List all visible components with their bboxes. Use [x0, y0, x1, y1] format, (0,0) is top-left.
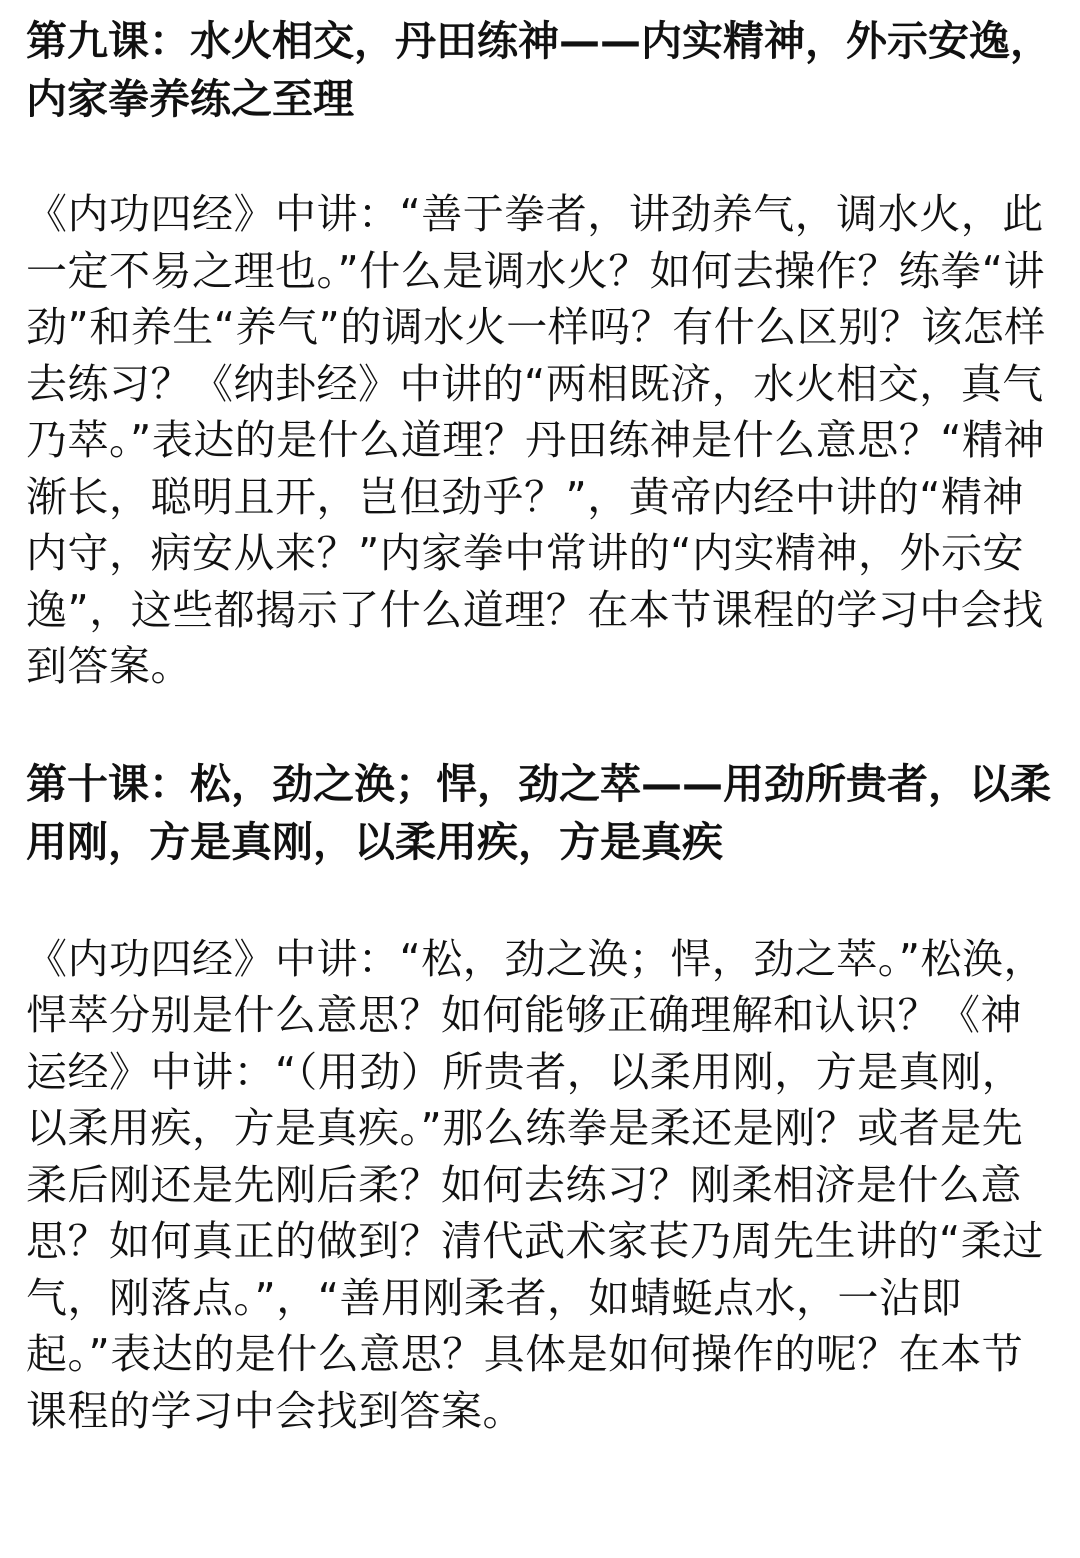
lesson-10-title: 第十课：松，劲之涣；悍，劲之萃——用劲所贵者，以柔用刚，方是真刚，以柔用疾，方是真疾 [26, 759, 1051, 866]
lesson-9-body: 《内功四经》中讲：“善于拳者，讲劲养气，调水火，此一定不易之理也。”什么是调水火？如何去操作？练拳“讲劲”和养生“养气”的调水火一样吗？有什么区别？该怎样去练习？《纳卦经》中讲的“两相既济，水火相交，真气乃萃。”表达的是什么道理？丹田练神是什么意思？“精神渐长，聪明且开，岂但劲乎？”，黄帝内经中讲的“精神内守，病安从来？”内家拳中常讲的“内实精神，外示安逸”，这些都揭示了什么道理？在本节课程的学习中会找到答案。 [26, 190, 1046, 690]
lesson-10-body: 《内功四经》中讲：“松，劲之涣；悍，劲之萃。”松涣，悍萃分别是什么意思？如何能够正确理解和认识？《神运经》中讲：“（用劲）所贵者，以柔用刚，方是真刚，以柔用疾，方是真疾。”那么练拳是柔还是刚？或者是先柔后刚还是先刚后柔？如何去练习？刚柔相济是什么意思？如何真正的做到？清代武术家苌乃周先生讲的“柔过气，刚落点。”，“善用刚柔者，如蜻蜓点水，一沾即起。”表达的是什么意思？具体是如何操作的呢？在本节课程的学习中会找到答案。 [26, 934, 1045, 1435]
lesson-9-title: 第九课：水火相交，丹田练神——内实精神，外示安逸，内家拳养练之至理 [26, 17, 1051, 123]
lesson-10-section [26, 755, 1052, 1440]
lesson-9-section [26, 0, 1052, 695]
